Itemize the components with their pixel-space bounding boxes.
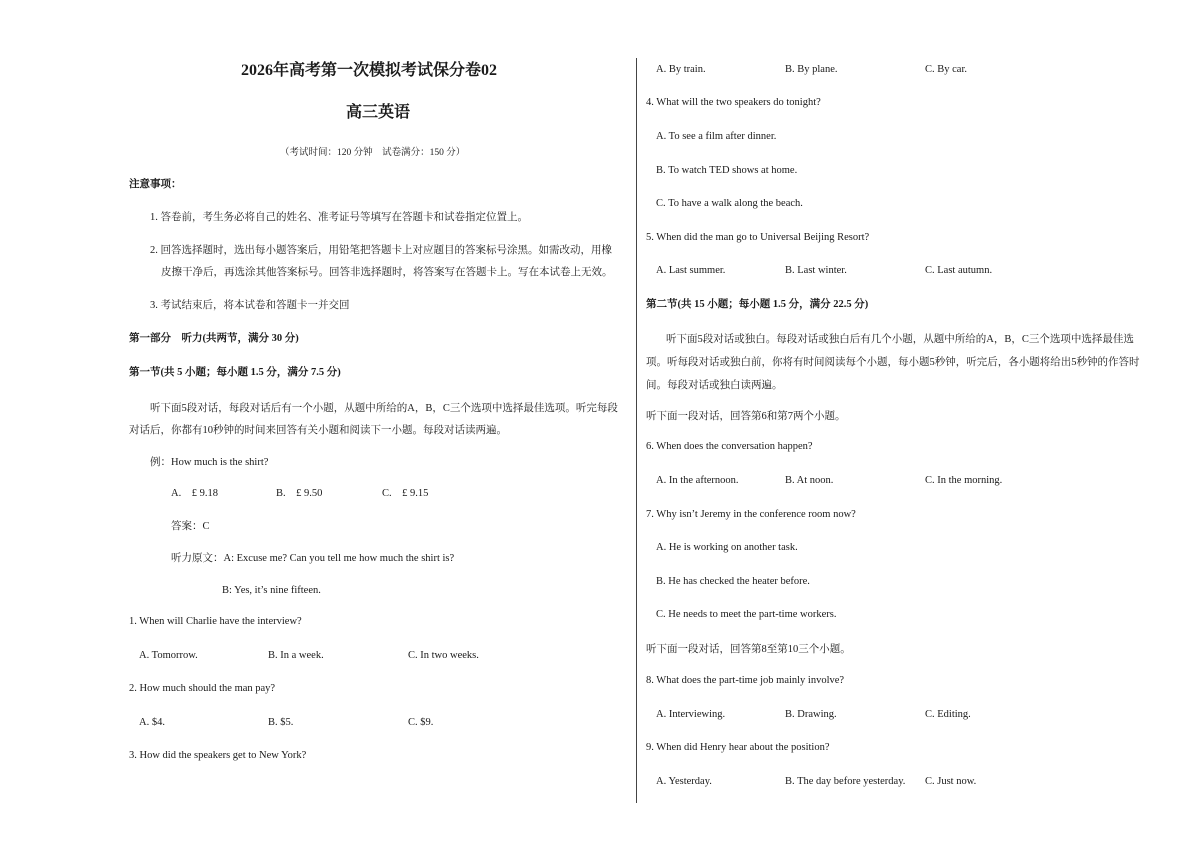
q8-option-a: A. Interviewing. — [656, 709, 726, 720]
section2-heading: 第二节(共 15 小题；每小题 1.5 分，满分 22.5 分) — [646, 299, 869, 310]
q1-option-a: A. Tomorrow. — [139, 650, 198, 661]
column-divider — [636, 58, 637, 803]
question-3: 3. How did the speakers get to New York? — [129, 750, 307, 761]
q8-option-b: B. Drawing. — [785, 709, 837, 720]
q2-option-b: B. $5. — [268, 717, 294, 728]
q6-option-a: A. In the afternoon. — [656, 475, 739, 486]
q6-option-b: B. At noon. — [785, 475, 834, 486]
section1-heading: 第一节(共 5 小题；每小题 1.5 分，满分 7.5 分) — [129, 367, 341, 378]
q8-option-c: C. Editing. — [925, 709, 971, 720]
section2-instructions: 听下面5段对话或独白。每段对话或独白后有几个小题，从题中所给的A，B，C三个选项中选择最佳选项。听每段对话或独白前，你将有时间阅读每个小题，每小题5秒钟，听完后，各小题将给出5秒钟的作答时间。每段对话或独白读两遍。 — [646, 334, 1140, 391]
dialog-6-7-intro: 听下面一段对话，回答第6和第7两个小题。 — [646, 411, 846, 422]
example-question: 例：How much is the shirt? — [150, 457, 269, 468]
dialog-8-10-intro: 听下面一段对话，回答第8至第10三个小题。 — [646, 644, 851, 655]
example-option-c: C. £ 9.15 — [382, 488, 429, 499]
q7-option-b: B. He has checked the heater before. — [656, 576, 810, 587]
q3-option-c: C. By car. — [925, 64, 967, 75]
question-7: 7. Why isn’t Jeremy in the conference room now? — [646, 509, 856, 520]
q6-option-c: C. In the morning. — [925, 475, 1003, 486]
notes-heading: 注意事项： — [129, 179, 182, 190]
note-item-1: 1. 答卷前，考生务必将自己的姓名、准考证号等填写在答题卡和试卷指定位置上。 — [150, 212, 528, 223]
note-item-2-cont: 皮擦干净后，再选涂其他答案标号。回答非选择题时，将答案写在答题卡上。写在本试卷上无效。 — [161, 267, 613, 278]
q4-option-b: B. To watch TED shows at home. — [656, 165, 798, 176]
part1-heading: 第一部分 听力(共两节，满分 30 分) — [129, 333, 299, 344]
example-script-b: B: Yes, it’s nine fifteen. — [222, 585, 321, 596]
note-item-3: 3. 考试结束后，将本试卷和答题卡一并交回 — [150, 300, 350, 311]
q1-option-b: B. In a week. — [268, 650, 324, 661]
exam-title: 2026年高考第一次模拟考试保分卷02 — [241, 62, 498, 79]
question-2: 2. How much should the man pay? — [129, 683, 276, 694]
q5-option-b: B. Last winter. — [785, 265, 847, 276]
q5-option-a: A. Last summer. — [656, 265, 726, 276]
question-1: 1. When will Charlie have the interview? — [129, 616, 302, 627]
exam-info: （考试时间：120 分钟 试卷满分：150 分） — [280, 148, 466, 158]
question-6: 6. When does the conversation happen? — [646, 441, 813, 452]
section1-instructions-2: 对话后，你都有10秒钟的时间来回答有关小题和阅读下一小题。每段对话读两遍。 — [129, 425, 507, 436]
example-answer: 答案：C — [171, 521, 210, 532]
q2-option-c: C. $9. — [408, 717, 434, 728]
q9-option-a: A. Yesterday. — [656, 776, 712, 787]
question-9: 9. When did Henry hear about the position? — [646, 742, 830, 753]
question-4: 4. What will the two speakers do tonight? — [646, 97, 821, 108]
q9-option-b: B. The day before yesterday. — [785, 776, 906, 787]
q9-option-c: C. Just now. — [925, 776, 977, 787]
example-script-a: 听力原文：A: Excuse me? Can you tell me how much the shirt is? — [171, 553, 455, 564]
question-8: 8. What does the part-time job mainly involve? — [646, 675, 845, 686]
section1-instructions-1: 听下面5段对话，每段对话后有一个小题，从题中所给的A，B，C三个选项中选择最佳选项。听完每段 — [150, 403, 618, 414]
q4-option-a: A. To see a film after dinner. — [656, 131, 777, 142]
note-item-2: 2. 回答选择题时，选出每小题答案后，用铅笔把答题卡上对应题目的答案标号涂黑。如需改动，用橡 — [150, 245, 612, 256]
q7-option-c: C. He needs to meet the part-time workers. — [656, 609, 837, 620]
q5-option-c: C. Last autumn. — [925, 265, 993, 276]
example-option-b: B. £ 9.50 — [276, 488, 323, 499]
q4-option-c: C. To have a walk along the beach. — [656, 198, 803, 209]
exam-subtitle: 高三英语 — [346, 104, 411, 121]
q3-option-a: A. By train. — [656, 64, 706, 75]
q7-option-a: A. He is working on another task. — [656, 542, 798, 553]
example-option-a: A. £ 9.18 — [171, 488, 218, 499]
q2-option-a: A. $4. — [139, 717, 165, 728]
q3-option-b: B. By plane. — [785, 64, 838, 75]
question-5: 5. When did the man go to Universal Beijing Resort? — [646, 232, 870, 243]
q1-option-c: C. In two weeks. — [408, 650, 479, 661]
